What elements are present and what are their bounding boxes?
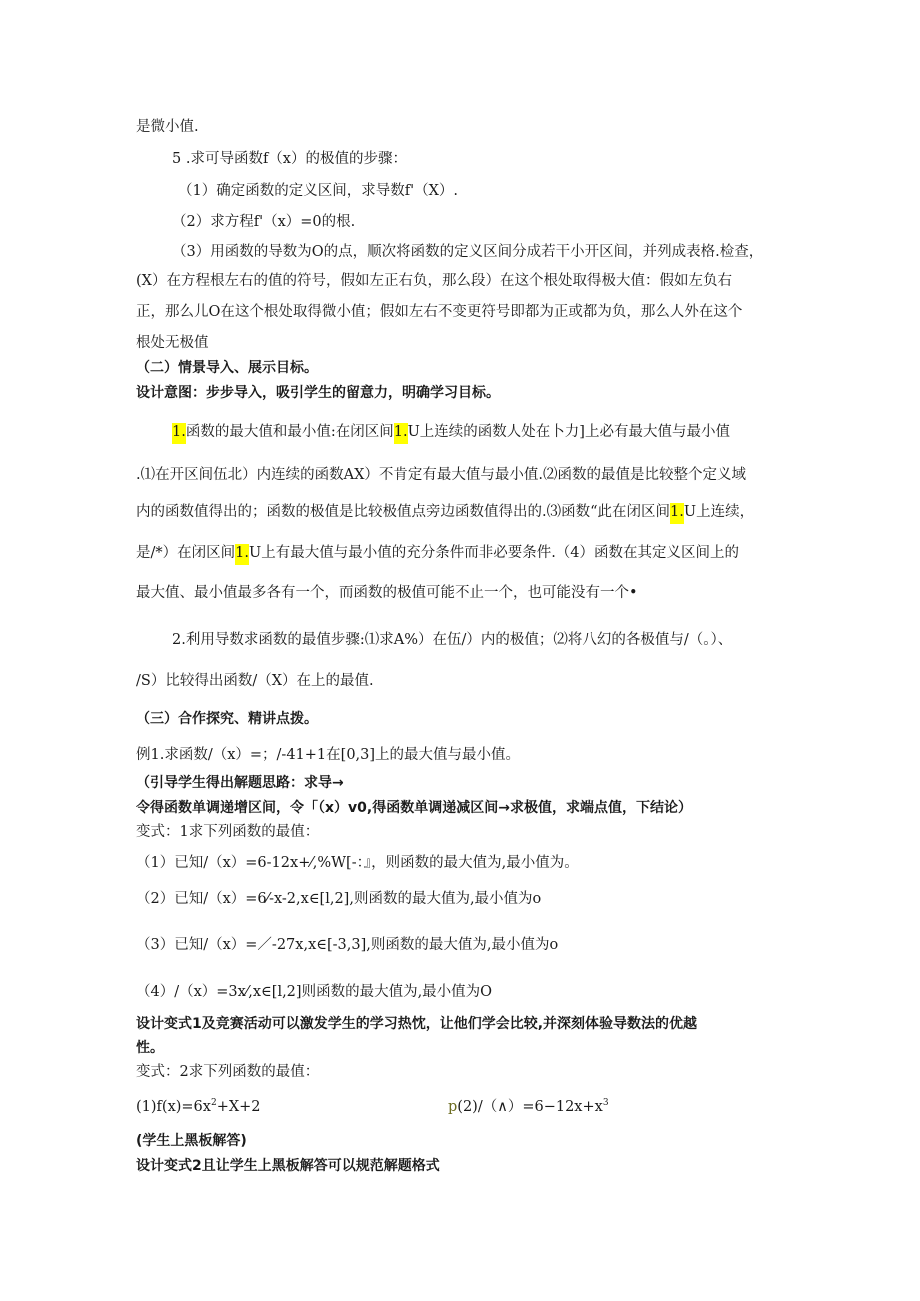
text-line: （1）确定函数的定义区间，求导数f'（X）.: [178, 183, 459, 199]
text-line: 根处无极值: [136, 335, 209, 351]
text-line: .⑴在开区间伍北）内连续的函数AX）不肯定有最大值与最小值.⑵函数的最值是比较整个定义域: [136, 467, 747, 483]
exercise-line: （3）已知/（x）=／-27x,x∈[-3,3],则函数的最大值为,最小值为o: [136, 937, 559, 953]
text-line: 2.利用导数求函数的最值步骤:⑴求A%）在伍/）内的极值；⑵将八幻的各极值与/（。）、: [172, 632, 733, 648]
variant-title: 变式：2求下列函数的最值：: [136, 1064, 320, 1080]
design-intent: 设计意图：步步导入，吸引学生的留意力，明确学习目标。: [136, 385, 500, 401]
text-line: （2）求方程f'（x）=0的根.: [172, 214, 356, 230]
text-line: (X）在方程根左右的值的符号，假如左正右负，那么段）在这个根处取得极大值：假如左负右: [136, 273, 732, 289]
text-span: (1)f(x)=6x: [136, 1099, 211, 1115]
text-span: U上连续，: [683, 504, 755, 520]
text-line: [136, 502, 754, 522]
section-heading: （三）合作探究、精讲点拨。: [136, 711, 318, 727]
note-line: (学生上黑板解答): [136, 1133, 247, 1149]
exercise-line: （2）已知/（x）=6⁄-x-2,x∈[l,2],则函数的最大值为,最小值为o: [136, 891, 542, 907]
exercise-line: [136, 1097, 261, 1117]
text-line: [172, 422, 730, 442]
exercise-line: [448, 1097, 609, 1117]
section-heading: （二）情景导入、展示目标。: [136, 360, 318, 376]
superscript: 2: [210, 1098, 217, 1109]
design-intent: 性。: [136, 1040, 164, 1056]
text-line: 最大值、最小值最多各有一个，而函数的极值可能不止一个，也可能没有一个•: [136, 585, 638, 601]
superscript: 3: [602, 1098, 609, 1109]
text-line: /S）比较得出函数/（X）在上的最值.: [136, 673, 374, 689]
variant-title: 变式：1求下列函数的最值：: [136, 824, 320, 840]
highlight: 1.: [172, 423, 186, 444]
design-intent: 设计变式2且让学生上黑板解答可以规范解题格式: [136, 1158, 440, 1174]
text-span: 内的函数值得出的；函数的极值是比较极值点旁边函数值得出的.⑶函数“此在闭区间: [136, 504, 671, 520]
design-intent: 设计变式1及竞赛活动可以激发学生的学习热忱，让他们学会比较,并深刻体验导数法的优越: [136, 1016, 698, 1032]
text-span: U上有最大值与最小值的充分条件而非必要条件.（4）函数在其定义区间上的: [248, 545, 740, 561]
text-line: 5 .求可导函数f（x）的极值的步骤：: [172, 151, 407, 167]
text-span: 是/*）在闭区间: [136, 545, 236, 561]
exercise-line: （4）/（x）=3x⁄,x∈[l,2]则函数的最大值为,最小值为O: [136, 984, 493, 1000]
text-span: +X+2: [216, 1099, 261, 1115]
highlight: 1.: [670, 503, 684, 524]
text-span: (2)/（∧）=6−12x+x: [457, 1099, 603, 1115]
text-span: p: [448, 1099, 458, 1115]
hint-line: 令得函数单调递增区间，令「（x）v0,得函数单调递减区间→求极值，求端点值，下结论）: [136, 800, 692, 816]
hint-line: （引导学生得出解题思路：求导→: [136, 775, 344, 791]
text-line: 是微小值.: [136, 119, 199, 135]
text-line: 正，那么儿O在这个根处取得微小值；假如左右不变更符号即都为正或都为负，那么人外在这个: [136, 304, 743, 320]
highlight: 1.: [235, 544, 249, 565]
text-line: [136, 543, 739, 563]
exercise-line: （1）已知/（x）=6-12x+⁄,%W[-：』，则函数的最大值为,最小值为。: [136, 855, 579, 871]
text-line: （3）用函数的导数为O的点，顺次将函数的定义区间分成若干小开区间，并列成表格.检查，: [172, 244, 764, 260]
text-span: U上连续的函数人处在卜力]上必有最大值与最小值: [407, 424, 730, 440]
highlight: 1.: [394, 423, 408, 444]
text-span: 函数的最大值和最小值:在闭区间: [185, 424, 394, 440]
example-line: 例1.求函数/（x）=；/-41+1在[0,3]上的最大值与最小值。: [136, 747, 521, 763]
